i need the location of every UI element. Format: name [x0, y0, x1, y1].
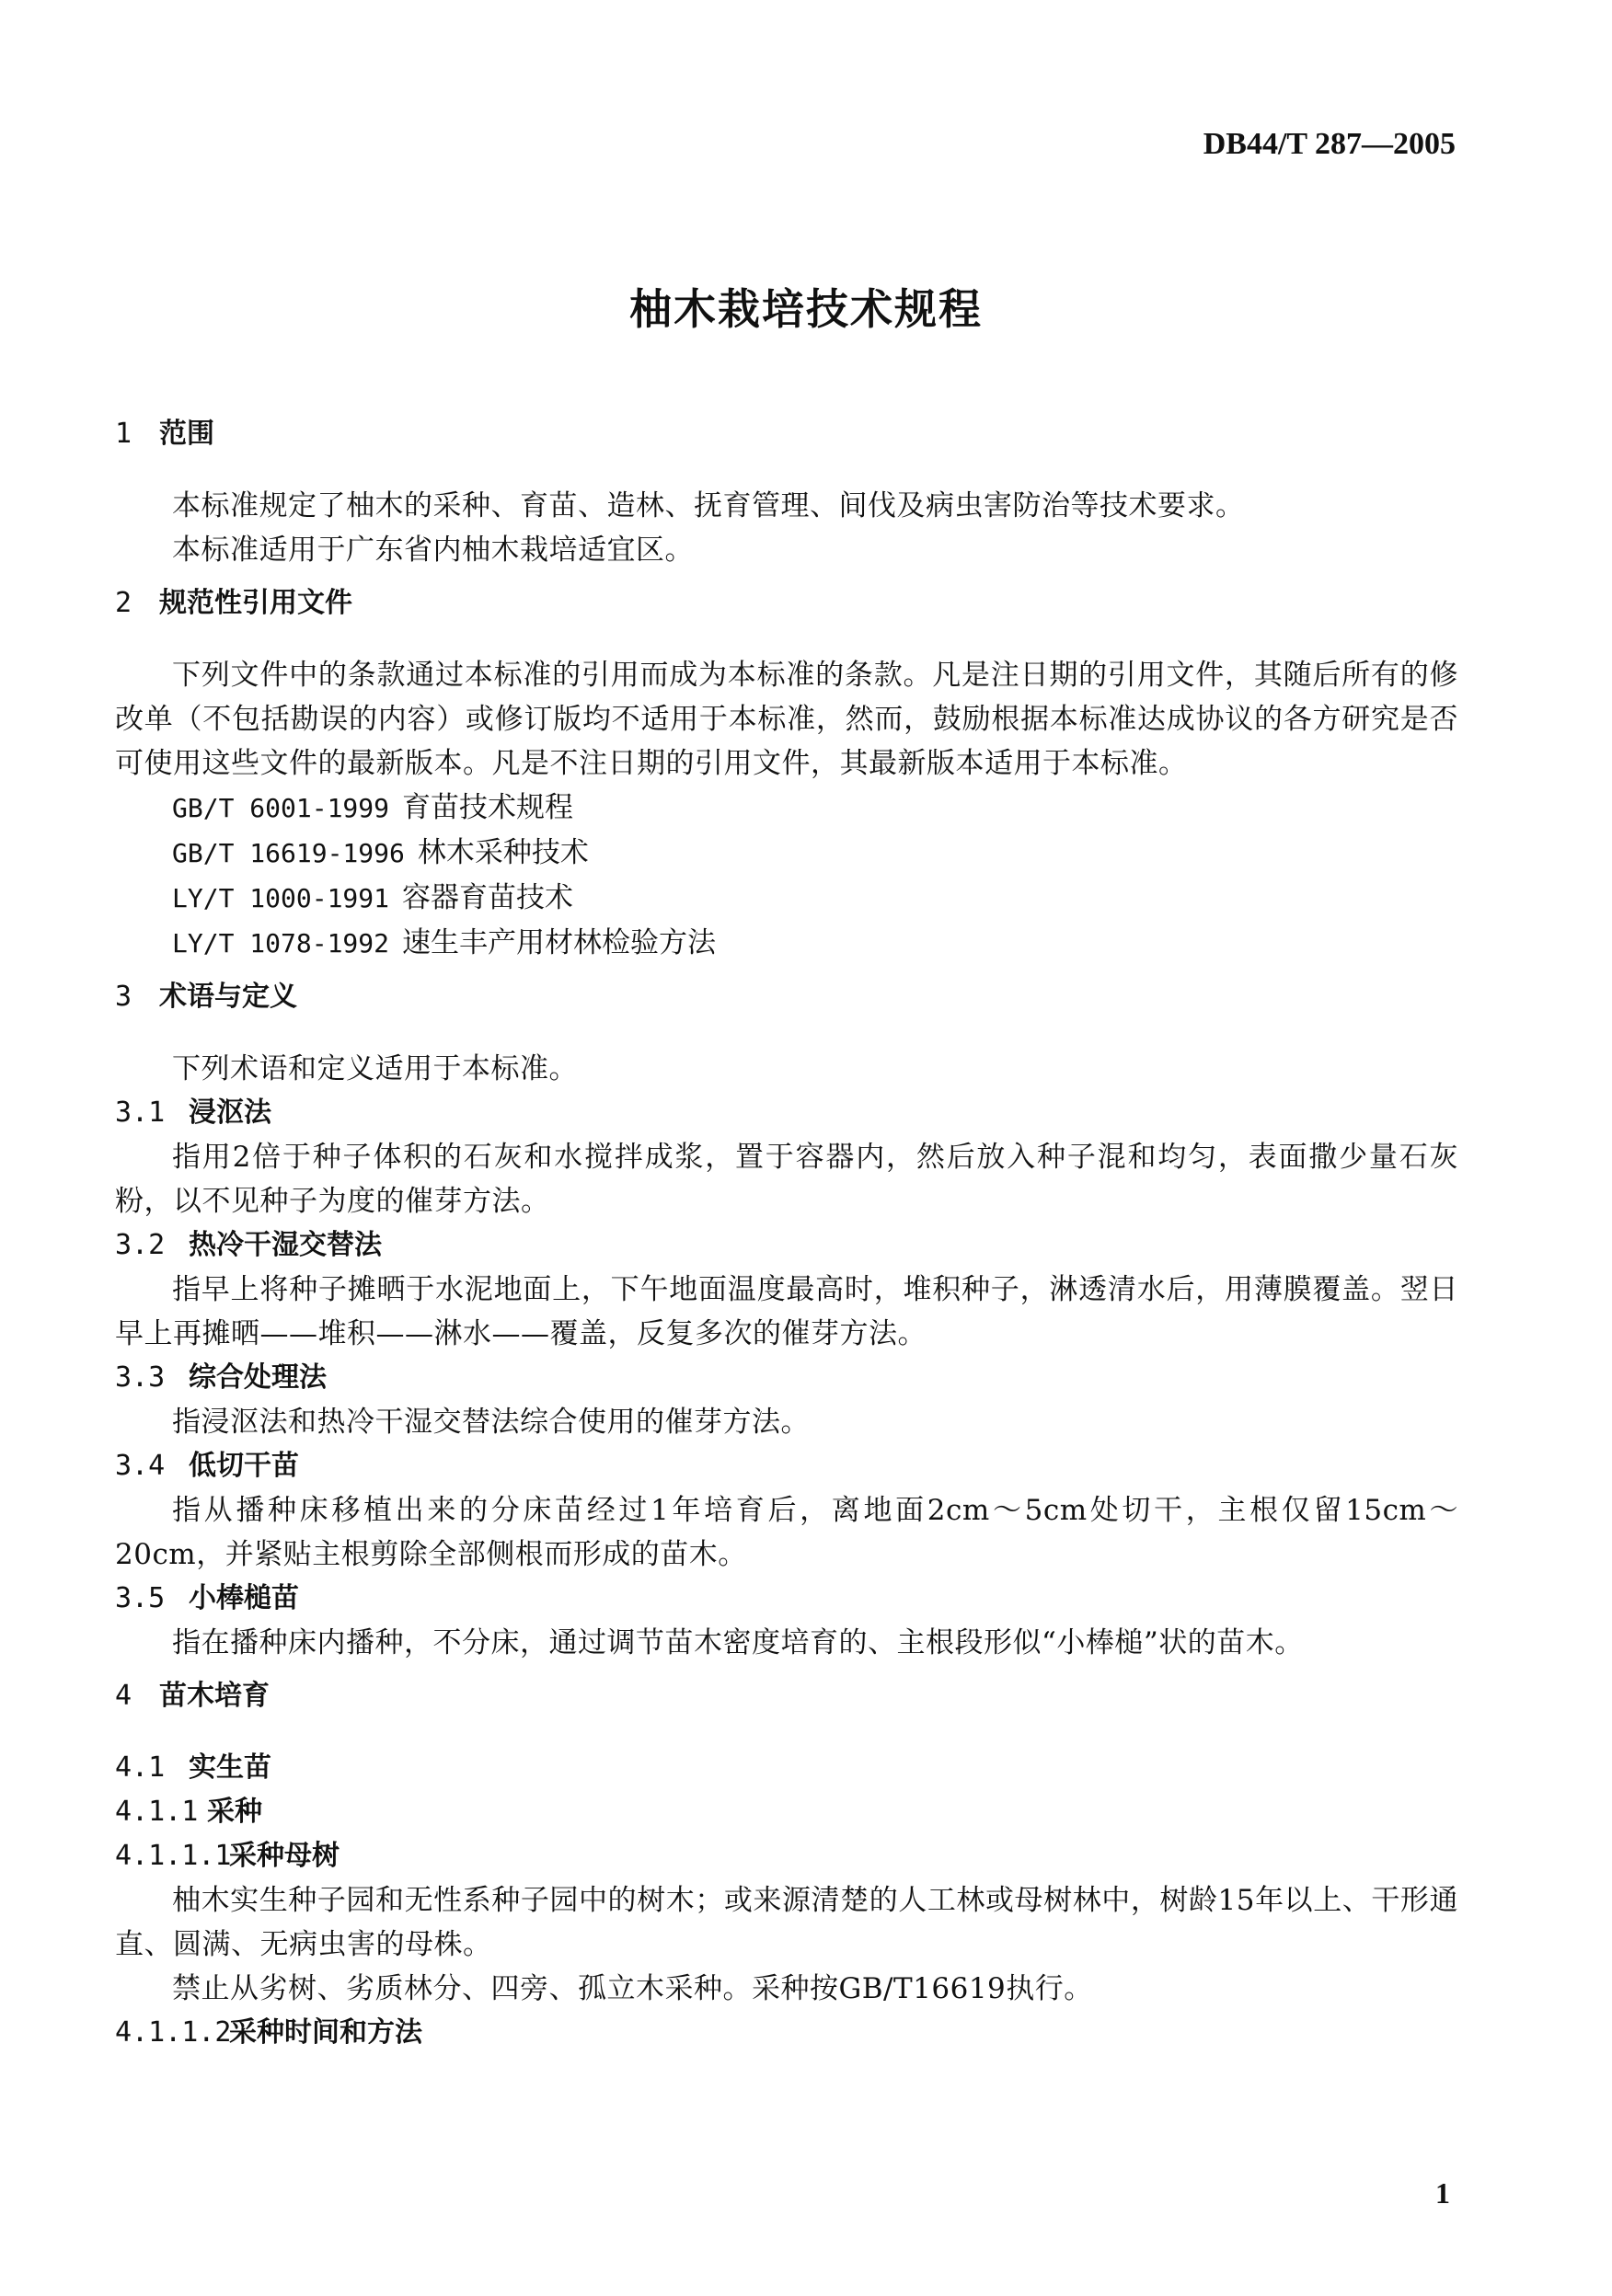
term-title: 小棒槌苗 — [189, 1582, 299, 1614]
reference-code: GB/T 6001-1999 — [172, 793, 390, 823]
reference-title: 速生丰产用材林检验方法 — [402, 926, 717, 959]
subsection-number: 4.1.1.2 — [115, 2016, 232, 2049]
paragraph: 下列文件中的条款通过本标准的引用而成为本标准的条款。凡是注日期的引用文件，其随后所有的修改单（不包括勘误的内容）或修订版均不适用于本标准，然而，鼓励根据本标准达成协议的各方研究是否可使用这些文件的最新版本。凡是不注日期的引用文件，其最新版本适用于本标准。 — [115, 659, 1458, 780]
term-number: 3.4 — [115, 1450, 166, 1482]
section-number: 3 — [115, 981, 132, 1013]
subsection-title: 采种 — [207, 1796, 262, 1828]
reference-item — [115, 831, 1458, 876]
paragraph: 本标准适用于广东省内柚木栽培适宜区。 — [172, 534, 694, 567]
term-definition: 指在播种床内播种，不分床，通过调节苗木密度培育的、主根段形似“小棒槌”状的苗木。 — [172, 1626, 1304, 1659]
reference-title: 林木采种技术 — [417, 836, 589, 869]
reference-item — [115, 876, 1458, 921]
section-number: 4 — [115, 1680, 132, 1712]
subsection-heading — [115, 1790, 1458, 1834]
term-number: 3.2 — [115, 1229, 166, 1261]
reference-item — [115, 921, 1458, 966]
subsection-title: 采种母树 — [229, 1840, 340, 1872]
section-number: 2 — [115, 587, 132, 619]
section-1-heading — [115, 412, 1458, 456]
section-title: 苗木培育 — [159, 1680, 270, 1712]
section-3-heading — [115, 975, 1458, 1019]
term-heading — [115, 1577, 1458, 1621]
term-heading — [115, 1444, 1458, 1488]
section-title: 范围 — [159, 418, 214, 450]
subsection-number: 4.1.1 — [115, 1796, 199, 1828]
term-title: 低切干苗 — [189, 1450, 299, 1482]
term-number: 3.1 — [115, 1096, 166, 1129]
document-title: 柚木栽培技术规程 — [629, 284, 983, 334]
section-title: 术语与定义 — [159, 981, 297, 1013]
reference-title: 容器育苗技术 — [402, 881, 574, 914]
section-2-heading — [115, 581, 1458, 626]
paragraph: 柚木实生种子园和无性系种子园中的树木；或来源清楚的人工林或母树林中，树龄15年以上、干形通直、圆满、无病虫害的母株。 — [115, 1884, 1458, 1961]
term-heading — [115, 1223, 1458, 1268]
subsection-title: 采种时间和方法 — [229, 2016, 422, 2049]
section-number: 1 — [115, 418, 132, 450]
term-number: 3.3 — [115, 1361, 166, 1394]
page-number: 1 — [1435, 2176, 1450, 2210]
subsection-number: 4.1 — [115, 1751, 166, 1784]
subsection-heading — [115, 1746, 1458, 1790]
paragraph: 下列术语和定义适用于本标准。 — [172, 1052, 578, 1085]
term-definition: 指早上将种子摊晒于水泥地面上，下午地面温度最高时，堆积种子，淋透清水后，用薄膜覆盖。翌日早上再摊晒——堆积——淋水——覆盖，反复多次的催芽方法。 — [115, 1273, 1458, 1350]
term-definition: 指从播种床移植出来的分床苗经过1年培育后，离地面2cm～5cm处切干，主根仅留15cm～20cm，并紧贴主根剪除全部侧根而形成的苗木。 — [115, 1494, 1458, 1571]
subsection-heading — [115, 1834, 1458, 1878]
paragraph: 本标准规定了柚木的采种、育苗、造林、抚育管理、间伐及病虫害防治等技术要求。 — [172, 489, 1245, 522]
term-definition: 指浸沤法和热冷干湿交替法综合使用的催芽方法。 — [172, 1406, 810, 1439]
term-title: 综合处理法 — [189, 1361, 327, 1394]
section-title: 规范性引用文件 — [159, 587, 352, 619]
reference-code: LY/T 1078-1992 — [172, 928, 390, 959]
standard-code: DB44/T 287—2005 — [1203, 127, 1456, 161]
subsection-heading — [115, 2011, 1458, 2055]
term-heading — [115, 1091, 1458, 1135]
term-heading — [115, 1356, 1458, 1400]
document-body — [115, 412, 1458, 2055]
reference-code: GB/T 16619-1996 — [172, 838, 405, 868]
reference-title: 育苗技术规程 — [402, 791, 574, 824]
term-title: 浸沤法 — [189, 1096, 271, 1129]
term-number: 3.5 — [115, 1582, 166, 1614]
section-4-heading — [115, 1674, 1458, 1718]
subsection-title: 实生苗 — [189, 1751, 271, 1784]
reference-code: LY/T 1000-1991 — [172, 883, 390, 913]
subsection-number: 4.1.1.1 — [115, 1840, 232, 1872]
term-title: 热冷干湿交替法 — [189, 1229, 382, 1261]
paragraph: 禁止从劣树、劣质林分、四旁、孤立木采种。采种按GB/T16619执行。 — [172, 1972, 1093, 2005]
reference-item — [115, 786, 1458, 831]
term-definition: 指用2倍于种子体积的石灰和水搅拌成浆，置于容器内，然后放入种子混和均匀，表面撒少量石灰粉，以不见种子为度的催芽方法。 — [115, 1141, 1458, 1218]
